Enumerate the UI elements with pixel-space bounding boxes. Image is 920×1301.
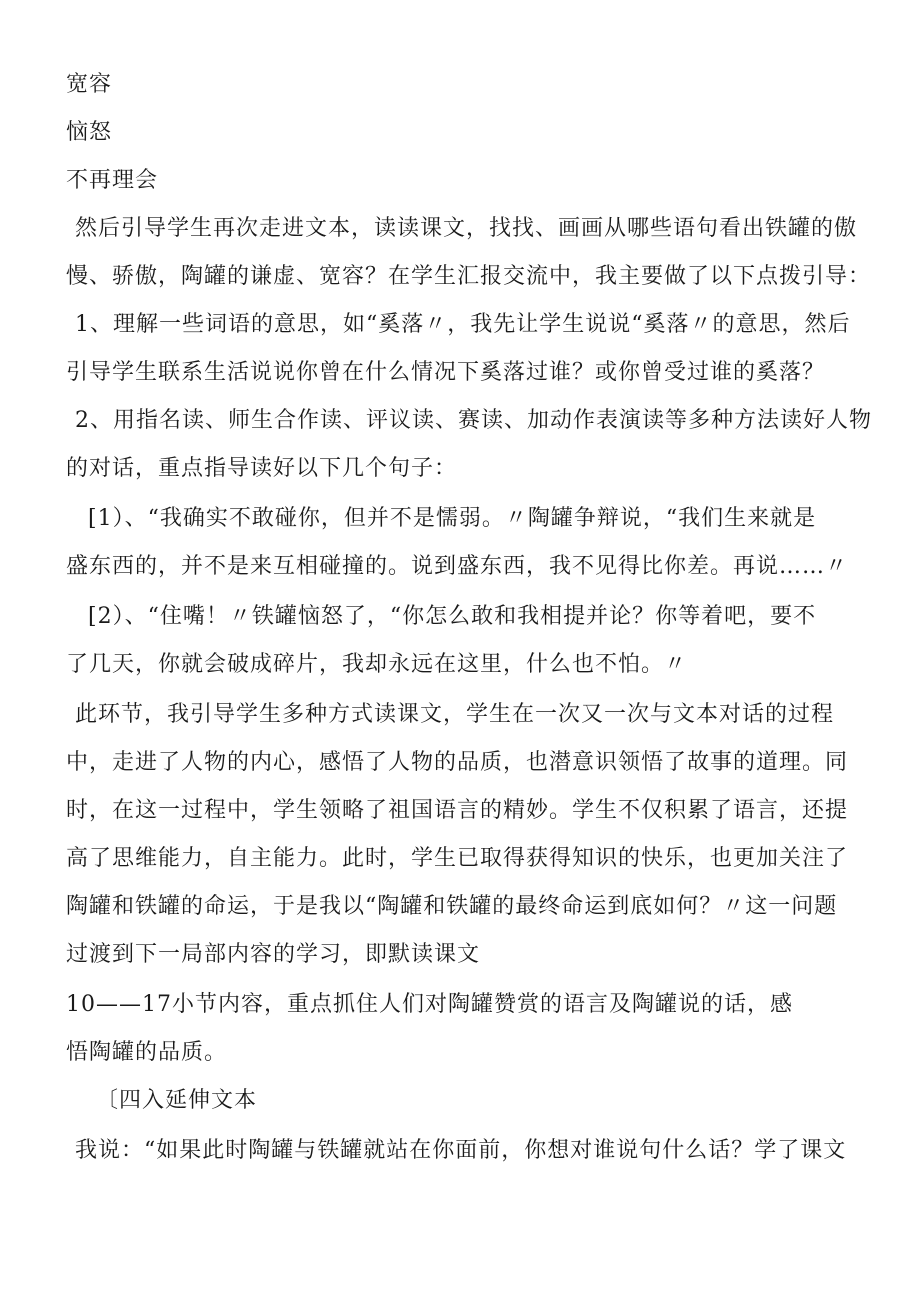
text-line: 慢、骄傲，陶罐的谦虚、宽容？在学生汇报交流中，我主要做了以下点拨引导： [66, 264, 872, 289]
text-line: 高了思维能力，自主能力。此时，学生已取得获得知识的快乐，也更加关注了 [66, 846, 849, 871]
text-line: 然后引导学生再次走进文本，读读课文，找找、画画从哪些语句看出铁罐的傲 [75, 216, 858, 241]
text-line: [1）、“我确实不敢碰你，但并不是懦弱。〃陶罐争辩说，“我们生来就是 [88, 506, 817, 531]
text-line: 我说：“如果此时陶罐与铁罐就站在你面前，你想对谁说句什么话？学了课文 [75, 1138, 847, 1163]
text-line: 的对话，重点指导读好以下几个句子： [66, 456, 458, 481]
text-line: 1、理解一些词语的意思，如“奚落〃，我先让学生说说“奚落〃的意思，然后 [75, 312, 851, 337]
text-line: 了几天，你就会破成碎片，我却永远在这里，什么也不怕。〃 [66, 652, 688, 677]
text-line: 此环节，我引导学生多种方式读课文，学生在一次又一次与文本对话的过程 [75, 702, 835, 727]
text-line: 盛东西的，并不是来互相碰撞的。说到盛东西，我不见得比你差。再说……〃 [66, 554, 849, 579]
text-line: 中，走进了人物的内心，感悟了人物的品质，也潜意识领悟了故事的道理。同 [66, 750, 849, 775]
text-line: 恼怒 [66, 120, 113, 145]
text-line: 10——17小节内容，重点抓住人们对陶罐赞赏的语言及陶罐说的话，感 [66, 992, 793, 1017]
text-line: 时，在这一过程中，学生领略了祖国语言的精妙。学生不仅积累了语言，还提 [66, 798, 849, 823]
text-line: 过渡到下一局部内容的学习，即默读课文 [66, 942, 481, 967]
text-line: [2）、“住嘴！〃铁罐恼怒了，“你怎么敢和我相提并论？你等着吧，要不 [88, 604, 817, 629]
text-line: 不再理会 [66, 168, 159, 193]
section-heading: 〔四入延伸文本 [96, 1088, 258, 1113]
text-line: 引导学生联系生活说说你曾在什么情况下奚落过谁？或你曾受过谁的奚落？ [66, 360, 826, 385]
text-line: 陶罐和铁罐的命运，于是我以“陶罐和铁罐的最终命运到底如何？〃这一问题 [66, 894, 838, 919]
text-line: 2、用指名读、师生合作读、评议读、赛读、加动作表演读等多种方法读好人物 [75, 408, 872, 433]
text-line: 宽容 [66, 72, 113, 97]
text-line: 悟陶罐的品质。 [66, 1040, 228, 1065]
